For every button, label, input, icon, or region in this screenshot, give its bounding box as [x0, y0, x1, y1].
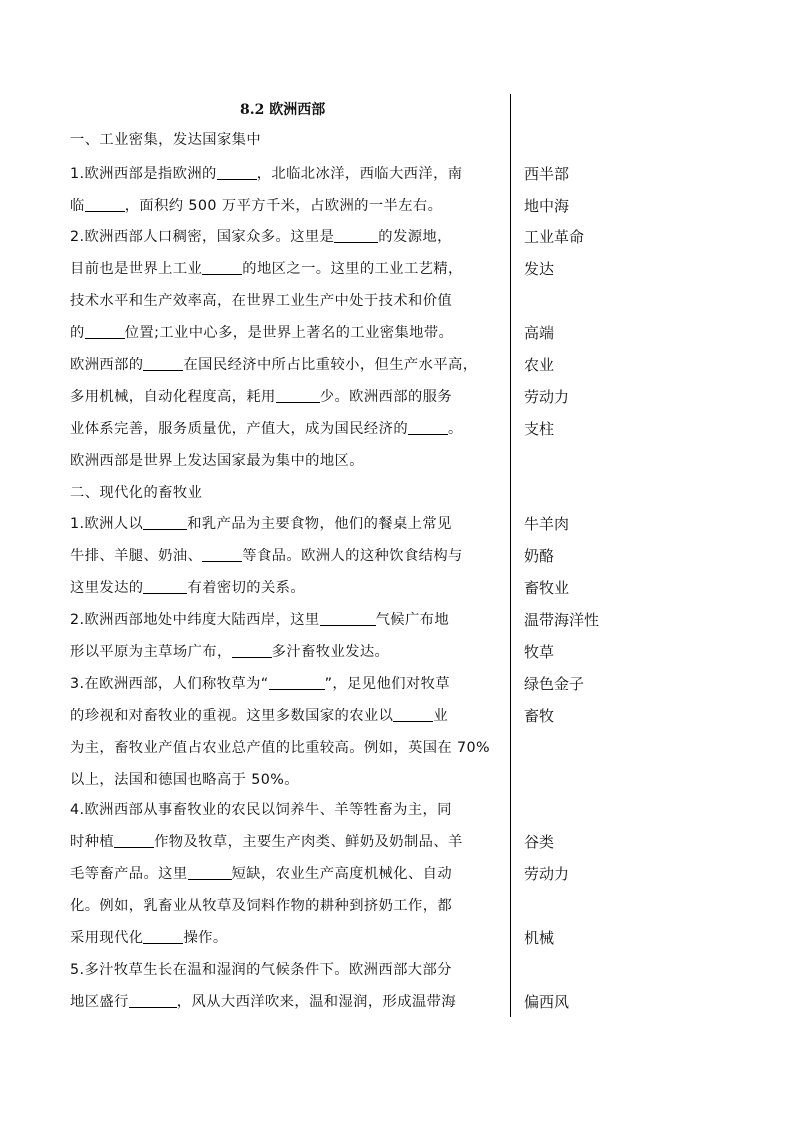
blank-field: [408, 420, 448, 435]
content-line: 为主，畜牧业产值占农业总产值的比重较高。例如，英国在 70%: [70, 740, 491, 756]
content-line: 以上，法国和德国也略高于 50%。: [70, 772, 299, 788]
content-line: 5.多汁牧草生长在温和湿润的气候条件下。欧洲西部大部分: [70, 962, 452, 978]
answer-text: 偏西风: [524, 993, 570, 1011]
blank-field: [114, 833, 154, 848]
content-line: 欧洲西部是世界上发达国家最为集中的地区。: [70, 453, 364, 469]
content-line: 这里发达的 有着密切的关系。: [70, 580, 306, 596]
answer-text: 地中海: [524, 197, 570, 215]
content-line: 业体系完善，服务质量优，产值大，成为国民经济的 。: [70, 421, 463, 437]
content-line: 临 ，面积约 500 万平方千米，占欧洲的一半左右。: [70, 198, 443, 214]
blank-field: [188, 865, 232, 880]
content-line: 多用机械，自动化程度高，耗用 少。欧洲西部的服务: [70, 389, 453, 405]
section-heading-1: 一、工业密集，发达国家集中: [70, 132, 262, 148]
answer-text: 工业革命: [524, 228, 585, 246]
blank-field: [202, 547, 242, 562]
section-heading-2: 二、现代化的畜牧业: [70, 485, 203, 501]
content-line: 化。例如，乳畜业从牧草及饲料作物的耕种到挤奶工作，都: [70, 898, 453, 914]
blank-field: [269, 675, 325, 690]
content-line: 技术水平和生产效率高，在世界工业生产中处于技术和价值: [70, 293, 453, 309]
content-line: 的 位置;工业中心多，是世界上著名的工业密集地带。: [70, 325, 454, 341]
answer-text: 牛羊肉: [524, 515, 570, 533]
content-line: 1.欧洲人以 和乳产品为主要食物，他们的餐桌上常见: [70, 516, 452, 532]
blank-field: [334, 228, 378, 243]
answer-text: 奶酪: [524, 547, 555, 565]
blank-field: [143, 356, 183, 371]
content-line: 时种植 作物及牧草，主要生产肉类、鲜奶及奶制品、羊: [70, 834, 463, 850]
content-line: 3.在欧洲西部，人们称牧草为“ ”，足见他们对牧草: [70, 676, 450, 692]
page-title: 8.2 欧洲西部: [240, 102, 326, 118]
content-line: 形以平原为主草场广布， 多汁畜牧业发达。: [70, 644, 390, 660]
content-line: 欧洲西部的 在国民经济中所占比重较小，但生产水平高，: [70, 357, 478, 373]
content-line: 1.欧洲西部是指欧洲的 ，北临北冰洋，西临大西洋，南: [70, 166, 463, 182]
answer-text: 谷类: [524, 833, 555, 851]
blank-field: [85, 324, 125, 339]
blank-field: [393, 707, 433, 722]
answer-text: 牧草: [524, 643, 555, 661]
blank-field: [143, 579, 187, 594]
answer-text: 支柱: [524, 420, 555, 438]
content-line: 2.欧洲西部地处中纬度大陆西岸，这里 气候广布地: [70, 612, 450, 628]
content-line: 地区盛行 ，风从大西洋吹来，温和湿润，形成温带海: [70, 994, 457, 1010]
answer-text: 畜牧业: [524, 579, 570, 597]
answer-text: 高端: [524, 324, 555, 342]
blank-field: [320, 611, 376, 626]
blank-field: [129, 993, 177, 1008]
answer-text: 农业: [524, 356, 555, 374]
blank-field: [217, 165, 257, 180]
answer-text: 温带海洋性: [524, 611, 600, 629]
content-line: 毛等畜产品。这里 短缺，农业生产高度机械化、自动: [70, 866, 453, 882]
content-line: 的珍视和对畜牧业的重视。这里多数国家的农业以 业: [70, 708, 449, 724]
content-line: 牛排、羊腿、奶油、 等食品。欧洲人的这种饮食结构与: [70, 548, 463, 564]
answer-text: 机械: [524, 929, 555, 947]
answer-text: 西半部: [524, 165, 570, 183]
content-line: 目前也是世界上工业 的地区之一。这里的工业工艺精，: [70, 261, 463, 277]
content-line: 4.欧洲西部从事畜牧业的农民以饲养牛、羊等牲畜为主，同: [70, 802, 452, 818]
blank-field: [143, 515, 187, 530]
content-line: 采用现代化 操作。: [70, 930, 228, 946]
answer-text: 绿色金子: [524, 675, 585, 693]
answer-text: 畜牧: [524, 707, 555, 725]
answer-text: 劳动力: [524, 865, 570, 883]
content-line: 2.欧洲西部人口稠密，国家众多。这里是 的发源地，: [70, 229, 452, 245]
answer-text: 劳动力: [524, 388, 570, 406]
blank-field: [276, 388, 320, 403]
blank-field: [143, 929, 183, 944]
blank-field: [232, 643, 272, 658]
answer-text: 发达: [524, 260, 555, 278]
blank-field: [85, 197, 125, 212]
column-divider: [510, 94, 511, 1017]
blank-field: [202, 260, 242, 275]
